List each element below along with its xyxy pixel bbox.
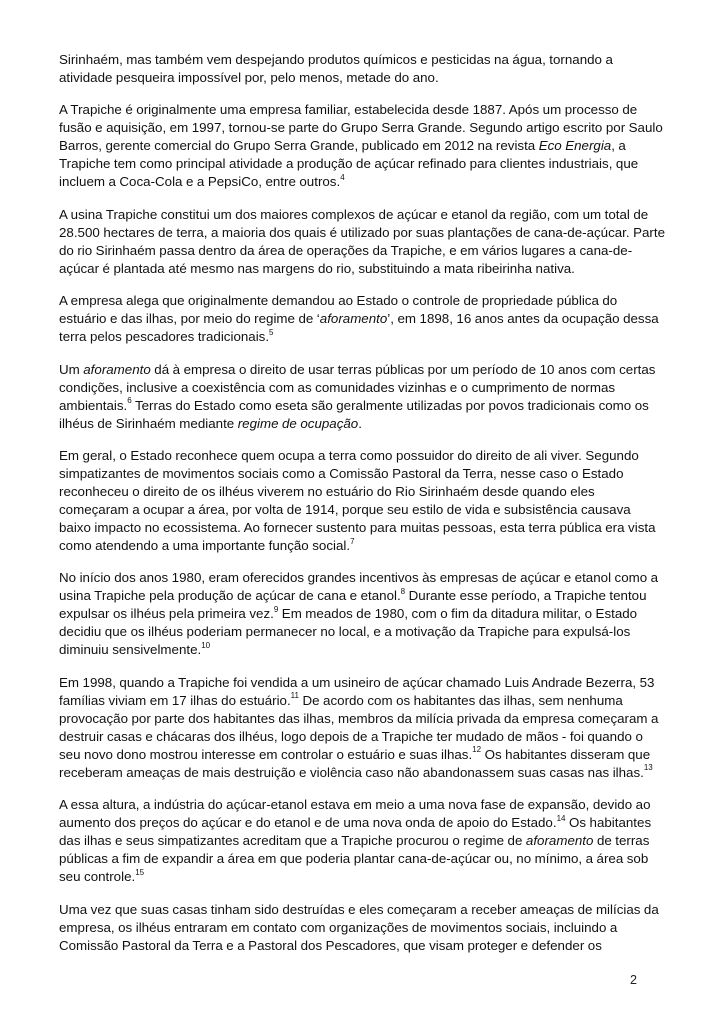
text-run: Em geral, o Estado reconhece quem ocupa a terra como possuidor do direito de ali viver. Segundo simpatizantes de movimentos sociais como a Comissão Pastoral da Terra, nesse caso o Estado reconheceu o direito de os ilhéus viverem no estuário do Rio Sirinhaém desde quando eles começaram a ocupar a área, por volta de 1914, porque seu estilo de vida e subsistência causava baixo impacto no ecossistema. Ao fornecer sustento para muitas pessoas, esta terra pública era vista como atendendo a uma importante função social. xyxy=(59,447,656,553)
text-run: Uma vez que suas casas tinham sido destruídas e eles começaram a receber ameaças de milícias da empresa, os ilhéus entraram em contato com organizações de movimentos sociais, incluindo a Comissão Pastoral da Terra e a Pastoral dos Pescadores, que visam proteger e defender os xyxy=(59,901,659,953)
text-run: Os habitantes disseram que receberam ameaças de mais destruição e violência caso não abandonassem suas casas nas ilhas. xyxy=(59,746,651,780)
footnote-ref: 11 xyxy=(290,691,299,701)
footnote-ref: 5 xyxy=(269,327,274,337)
footnote-ref: 7 xyxy=(350,536,355,546)
document-body xyxy=(59,51,665,969)
italic-text: aforamento xyxy=(525,833,594,849)
text-run: De acordo com os habitantes das ilhas, sem nenhuma provocação por parte dos habitantes das ilhas, membros da milícia privada da empresa começaram a destruir casas e chácaras dos ilhéus, logo depois de a Trapiche ter mudado de mãos - foi quando o seu novo dono mostrou interesse em controlar o estuário e suas ilhas. xyxy=(59,692,659,762)
text-run: Sirinhaém, mas também vem despejando produtos químicos e pesticidas na água, tornando a atividade pesqueira impossível por, pelo menos, metade do ano. xyxy=(59,52,613,85)
footnote-ref: 10 xyxy=(201,640,211,650)
footnote-ref: 4 xyxy=(340,172,345,182)
text-run: Os habitantes das ilhas e seus simpatizantes acreditam que a Trapiche procurou o regime de xyxy=(59,815,652,849)
paragraph xyxy=(59,292,665,346)
paragraph xyxy=(59,796,665,886)
text-run: Terras do Estado como eseta são geralmente utilizadas por povos tradicionais como os ilhéus de Sirinhaém mediante xyxy=(59,397,649,431)
italic-text: regime de ocupação xyxy=(237,415,359,431)
text-run: dá à empresa o direito de usar terras públicas por um período de 10 anos com certas condições, inclusive a coexistência com as comunidades vizinhas e o cumprimento de normas ambientais. xyxy=(59,361,656,413)
paragraph xyxy=(59,674,665,782)
page-number: 2 xyxy=(630,973,637,987)
footnote-ref: 13 xyxy=(643,763,653,773)
paragraph xyxy=(59,51,665,87)
text-run: Um xyxy=(59,361,84,377)
text-run: No início dos anos 1980, eram oferecidos grandes incentivos às empresas de açúcar e etanol como a usina Trapiche pela produção de açúcar de cana e etanol. xyxy=(59,570,659,604)
paragraph xyxy=(59,206,665,278)
footnote-ref: 6 xyxy=(127,396,132,406)
paragraph xyxy=(59,447,665,555)
text-run: de terras públicas a fim de expandir a área em que poderia plantar cana-de-açúcar ou, no mínimo, a área sob seu controle. xyxy=(59,833,650,885)
italic-text: aforamento xyxy=(83,361,151,377)
footnote-ref: 15 xyxy=(135,867,145,877)
paragraph xyxy=(59,361,665,433)
footnote-ref: 8 xyxy=(400,586,406,596)
footnote-ref: 9 xyxy=(273,604,279,614)
paragraph xyxy=(59,101,665,191)
footnote-ref: 12 xyxy=(472,745,482,755)
text-run: Durante esse período, a Trapiche tentou expulsar os ilhéus pela primeira vez. xyxy=(59,588,647,622)
text-run: A usina Trapiche constitui um dos maiores complexos de açúcar e etanol da região, com um total de 28.500 hectares de terra, a maioria dos quais é utilizado por suas plantações de cana-de-açúcar. Parte do rio Sirinhaém passa dentro da área de operações da Trapiche, e em vários lugares a cana-de-açúcar é plantada até mesmo nas margens do rio, substituindo a mata ribeirinha nativa. xyxy=(59,206,665,276)
text-run: A empresa alega que originalmente demandou ao Estado o controle de propriedade pública do estuário e das ilhas, por meio do regime de ‘ xyxy=(59,293,618,327)
text-run: . xyxy=(358,415,362,431)
text-run: Em 1998, quando a Trapiche foi vendida a um usineiro de açúcar chamado Luis Andrade Bezerra, 53 famílias viviam em 17 ilhas do estuário. xyxy=(59,674,655,708)
paragraph xyxy=(59,569,665,659)
text-run: ’, em 1898, 16 anos antes da ocupação dessa terra pelos pescadores tradicionais. xyxy=(59,311,659,345)
text-run: Em meados de 1980, com o fim da ditadura militar, o Estado decidiu que os ilhéus poderiam permanecer no local, e a motivação da Trapiche para expulsá-los diminuiu sensivelmente. xyxy=(59,606,638,658)
text-run: A essa altura, a indústria do açúcar-etanol estava em meio a uma nova fase de expansão, devido ao aumento dos preços do açúcar e do etanol e de uma nova onda de apoio do Estado. xyxy=(59,797,651,831)
paragraph xyxy=(59,901,665,955)
text-run: , a Trapiche tem como principal atividade a produção de açúcar refinado para clientes industriais, que incluem a Coca-Cola e a PepsiCo, entre outros. xyxy=(59,138,639,190)
italic-text: Eco Energia xyxy=(538,138,612,154)
text-run: A Trapiche é originalmente uma empresa familiar, estabelecida desde 1887. Após um processo de fusão e aquisição, em 1997, tornou-se parte do Grupo Serra Grande. Segundo artigo escrito por Saulo Barros, gerente comercial do Grupo Serra Grande, publicado em 2012 na revista xyxy=(59,102,663,154)
footnote-ref: 14 xyxy=(556,813,566,823)
italic-text: aforamento xyxy=(319,311,388,327)
